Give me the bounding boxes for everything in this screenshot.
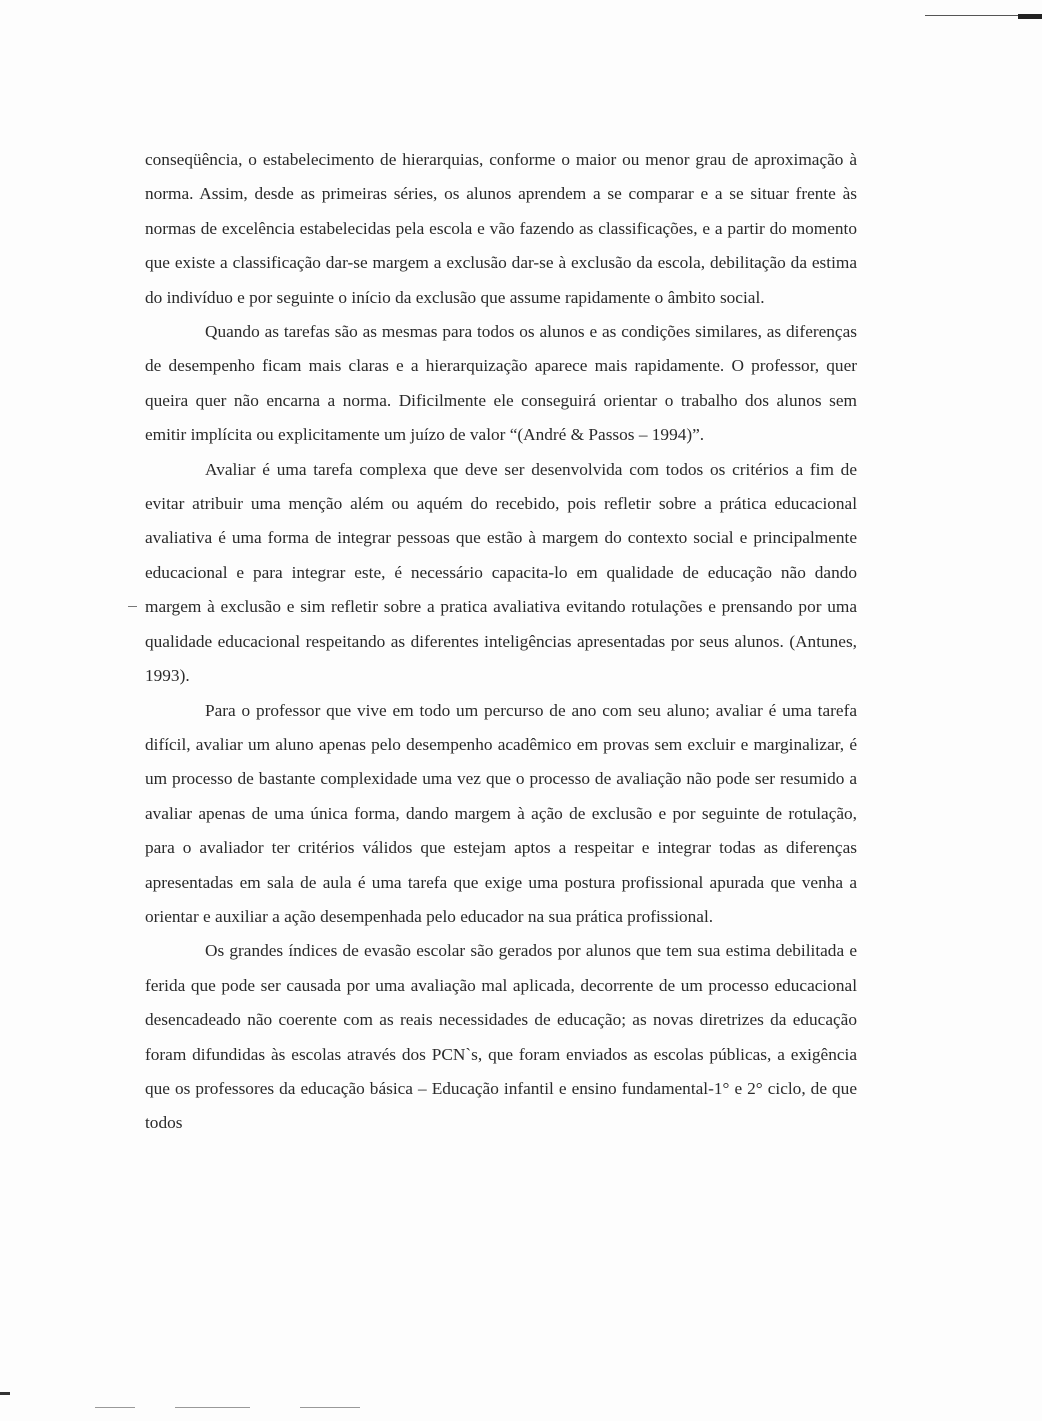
scan-artifact-line <box>175 1407 250 1408</box>
scan-artifact-line <box>95 1407 135 1408</box>
paragraph: Os grandes índices de evasão escolar são gerados por alunos que tem sua estima debilitada e ferida que pode ser causada por uma avaliação mal aplicada, decorrente de um processo educacional desencadeado não coerente com as reais necessidades de educação; as novas diretrizes da educação foram difundidas às escolas através dos PCN`s, que foram enviados as escolas públicas, a exigência que os professores da educação básica – Educação infantil e ensino fundamental-1° e 2° ciclo, de que todos <box>145 941 857 1133</box>
scan-artifact-mark <box>0 1392 10 1395</box>
paragraph: Avaliar é uma tarefa complexa que deve ser desenvolvida com todos os critérios a fim de evitar atribuir uma menção além ou aquém do recebido, pois refletir sobre a prática educacional avaliativa é uma forma de integrar pessoas que estão à margem do contexto social e principalmente educacional e para integrar este, é necessário capacita-lo em qualidade de educação não dando margem à exclusão e sim refletir sobre a pratica avaliativa evitando rotulações e prensando por uma qualidade educacional respeitando as diferentes inteligências apresentadas por seus alunos. (Antunes, 1993). <box>145 459 857 686</box>
paragraph: conseqüência, o estabelecimento de hierarquias, conforme o maior ou menor grau de aproximação à norma. Assim, desde as primeiras séries, os alunos aprendem a se comparar e a se situar frente às normas de excelência estabelecidas pela escola e vão fazendo as classificações, e a partir do momento que existe a classificação dar-se margem a exclusão dar-se à exclusão da escola, debilitação da estima do indivíduo e por seguinte o início da exclusão que assume rapidamente o âmbito social. <box>145 150 857 307</box>
scan-artifact-line <box>925 15 1020 16</box>
scan-artifact-tick <box>128 606 137 607</box>
scan-artifact-mark <box>1018 14 1042 19</box>
body-text <box>145 143 857 1141</box>
paragraph: Quando as tarefas são as mesmas para todos os alunos e as condições similares, as diferenças de desempenho ficam mais claras e a hierarquização aparece mais rapidamente. O professor, quer queira quer não encarna a norma. Dificilmente ele conseguirá orientar o trabalho dos alunos sem emitir implícita ou explicitamente um juízo de valor “(André & Passos – 1994)”. <box>145 322 857 445</box>
paragraph: Para o professor que vive em todo um percurso de ano com seu aluno; avaliar é uma tarefa difícil, avaliar um aluno apenas pelo desempenho acadêmico em provas sem excluir e marginalizar, é um processo de bastante complexidade uma vez que o processo de avaliação não pode ser resumido a avaliar apenas de uma única forma, dando margem à ação de exclusão e por seguinte de rotulação, para o avaliador ter critérios válidos que estejam aptos a respeitar e integrar todas as diferenças apresentadas em sala de aula é uma tarefa que exige uma postura profissional apurada que venha a orientar e auxiliar a ação desempenhada pelo educador na sua prática profissional. <box>145 700 857 926</box>
scan-artifact-line <box>300 1407 360 1408</box>
